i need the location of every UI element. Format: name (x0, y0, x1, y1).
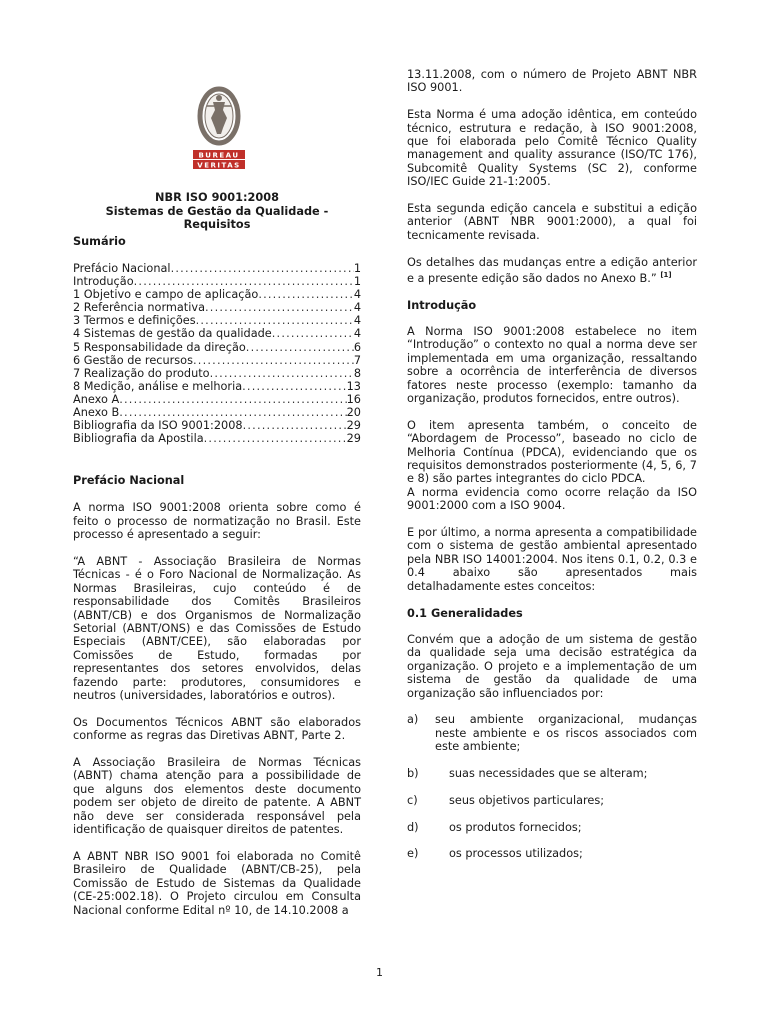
list-item (407, 713, 697, 753)
introducao-heading: Introdução (407, 298, 477, 312)
toc-entry-label: Bibliografia da Apostila (73, 432, 204, 446)
toc-dot-leader (193, 354, 354, 367)
list-item-marker: b) (407, 766, 419, 780)
right-paragraph-6: O item apresenta também, o conceito de “Abordagem de Processo”, baseado no ciclo de Melhoria Contínua (PDCA), evidenciando que os requisitos demonstrados posteriormente (4, 5, 6, 7 e 8) são partes integrantes do ciclo PDCA. (407, 418, 697, 486)
prefacio-paragraph-1: A norma ISO 9001:2008 orienta sobre como é feito o processo de normatização no Brasil. Este processo é apresentado a seguir: (73, 501, 361, 542)
toc-dot-leader (119, 406, 346, 419)
right-paragraph-1: 13.11.2008, com o número de Projeto ABNT NBR ISO 9001. (407, 68, 697, 95)
list-item-text: seus objetivos particulares; (449, 793, 605, 807)
table-of-contents (73, 262, 361, 445)
list-item-marker: c) (407, 793, 418, 807)
toc-entry[interactable] (73, 275, 361, 288)
toc-entry-page: 4 (353, 301, 361, 315)
list-item-marker: a) (407, 713, 419, 727)
toc-entry[interactable] (73, 432, 361, 445)
toc-entry-label: 6 Gestão de recursos (73, 353, 193, 367)
list-item-text: suas necessidades que se alteram; (449, 766, 648, 780)
toc-entry[interactable] (73, 288, 361, 301)
toc-entry-page: 20 (346, 406, 361, 420)
toc-entry-page: 1 (353, 262, 361, 275)
right-paragraph-2: Esta Norma é uma adoção idêntica, em conteúdo técnico, estrutura e redação, à ISO 9001:2008, que foi elaborada pelo Comitê Técnico Quality management and quality assurance (ISO/TC 176), Subcomitê Quality Systems (SC 2), conforme ISO/IEC Guide 21-1:2005. (407, 108, 697, 189)
right-paragraph-4 (407, 256, 697, 286)
toc-entry[interactable] (73, 354, 361, 367)
right-paragraph-5: A Norma ISO 9001:2008 estabelece no item “Introdução” o contexto no qual a norma deve ser implementada em uma organização, ressaltando sobre a ocorrência de interferência de diversos fatores neste processo (exemplo: tamanho da organização, produtos fornecidos, entre outros). (407, 325, 697, 406)
toc-dot-leader (258, 288, 354, 301)
logo-label-line1: BUREAU (198, 151, 240, 160)
toc-dot-leader (119, 393, 346, 406)
toc-dot-leader (246, 341, 354, 354)
toc-entry[interactable] (73, 341, 361, 354)
toc-dot-leader (272, 327, 354, 340)
toc-entry-label: 1 Objetivo e campo de aplicação (73, 288, 259, 302)
toc-dot-leader (196, 314, 354, 327)
list-item-marker: e) (407, 847, 419, 861)
toc-dot-leader (210, 367, 354, 380)
page-number: 1 (376, 966, 383, 979)
toc-entry-label: Prefácio Nacional (73, 262, 171, 275)
toc-entry-page: 4 (353, 314, 361, 328)
toc-entry-label: 5 Responsabilidade da direção (73, 340, 246, 354)
toc-entry-label: 8 Medição, análise e melhoria (73, 379, 243, 393)
right-paragraph-3: Esta segunda edição cancela e substitui a edição anterior (ABNT NBR 9001:2000), a qual foi tecnicamente revisada. (407, 202, 697, 242)
toc-dot-leader (242, 380, 346, 393)
toc-entry-label: 7 Realização do produto (73, 366, 210, 380)
toc-dot-leader (204, 432, 347, 445)
generalidades-list (407, 713, 697, 860)
list-item-text: os produtos fornecidos; (449, 820, 582, 834)
toc-entry[interactable] (73, 393, 361, 406)
toc-entry-label: Introdução (73, 275, 134, 289)
right-paragraph-8: E por último, a norma apresenta a compatibilidade com o sistema de gestão ambiental apresentado pela NBR ISO 14001:2004. Nos itens 0.1, 0.2, 0.3 e 0.4 abaixo são apresentados mais detalhadamente estes conceitos: (407, 526, 697, 593)
toc-dot-leader (134, 275, 354, 288)
summary-heading: Sumário (73, 235, 126, 248)
toc-entry-page: 4 (353, 288, 361, 302)
toc-entry-label: 3 Termos e definições (73, 314, 196, 328)
toc-entry[interactable] (73, 380, 361, 393)
title-line2: Sistemas de Gestão da Qualidade - Requisitos (105, 204, 329, 232)
toc-entry-label: Anexo A (73, 392, 120, 406)
toc-entry-page: 7 (353, 353, 361, 367)
prefacio-paragraph-4: A Associação Brasileira de Normas Técnicas (ABNT) chama atenção para a possibilidade de que alguns dos elementos deste documento podem ser objeto de direito de patente. A ABNT não deve ser considerada responsável pela identificação de quaisquer direitos de patentes. (73, 756, 361, 837)
prefacio-paragraph-5: A ABNT NBR ISO 9001 foi elaborada no Comitê Brasileiro de Qualidade (ABNT/CB-25), pela Comissão de Estudo de Sistemas da Qualidade (CE-25:002.18). O Projeto circulou em Consulta Nacional conforme Edital nº 10, de 14.10.2008 a (73, 849, 361, 917)
toc-entry[interactable] (73, 406, 361, 419)
prefacio-paragraph-2: “A ABNT - Associação Brasileira de Normas Técnicas - é o Foro Nacional de Normalização. As Normas Brasileiras, cujo conteúdo é de responsabilidade dos Comitês Brasileiros (ABNT/CB) e dos Organismos de Normalização Setorial (ABNT/ONS) e das Comissões de Estudo Especiais (ABNT/CEE), são elaboradas por Comissões de Estudo, formadas por representantes dos setores envolvidos, delas fazendo parte: produtores, consumidores e neutros (universidades, laboratórios e outros). (73, 555, 361, 703)
list-item-marker: d) (407, 820, 419, 834)
prefacio-heading: Prefácio Nacional (73, 474, 185, 487)
toc-entry-page: 29 (346, 432, 361, 446)
toc-entry[interactable] (73, 314, 361, 327)
prefacio-section (73, 474, 361, 917)
title-line1: NBR ISO 9001:2008 (155, 191, 279, 204)
list-item (407, 767, 697, 780)
toc-dot-leader (171, 262, 354, 275)
toc-entry-label: 2 Referência normativa (73, 301, 205, 315)
toc-entry-label: Anexo B (73, 406, 120, 420)
toc-entry[interactable] (73, 419, 361, 432)
list-item-text: seu ambiente organizacional, mudanças neste ambiente e os riscos associados com este ambiente; (435, 713, 697, 754)
logo-label-line2: VERITAS (197, 161, 241, 170)
right-paragraph-4-text: Os detalhes das mudanças entre a edição anterior e a presente edição são dados no Anexo B.” (407, 255, 697, 285)
toc-entry[interactable] (73, 262, 361, 275)
footnote-reference: [1] (660, 271, 672, 280)
toc-entry[interactable] (73, 327, 361, 340)
list-item (407, 847, 697, 860)
toc-entry-label: 4 Sistemas de gestão da qualidade (73, 327, 272, 341)
toc-entry-page: 8 (353, 366, 361, 380)
list-item (407, 794, 697, 807)
prefacio-paragraph-3: Os Documentos Técnicos ABNT são elaborados conforme as regras das Diretivas ABNT, Parte 2. (73, 715, 361, 743)
toc-entry[interactable] (73, 367, 361, 380)
toc-entry[interactable] (73, 301, 361, 314)
generalidades-heading: 0.1 Generalidades (407, 606, 523, 620)
toc-entry-page: 16 (346, 392, 361, 406)
right-paragraph-7: A norma evidencia como ocorre relação da ISO 9001:2000 com a ISO 9004. (407, 485, 697, 513)
toc-entry-page: 13 (346, 379, 361, 393)
toc-entry-page: 4 (353, 327, 361, 341)
bureau-veritas-logo (183, 84, 255, 174)
list-item-text: os processos utilizados; (449, 847, 583, 861)
document-title (73, 191, 361, 232)
toc-entry-page: 29 (346, 419, 361, 433)
toc-dot-leader (205, 301, 354, 314)
toc-entry-page: 1 (353, 275, 361, 289)
toc-entry-label: Bibliografia da ISO 9001:2008 (73, 419, 243, 433)
list-item (407, 821, 697, 834)
toc-dot-leader (243, 419, 347, 432)
right-column (407, 68, 697, 874)
toc-entry-page: 6 (353, 340, 361, 354)
right-paragraph-9: Convém que a adoção de um sistema de gestão da qualidade seja uma decisão estratégica da organização. O projeto e a implementação de um sistema de gestão da qualidade de uma organização são influenciados por: (407, 632, 697, 700)
